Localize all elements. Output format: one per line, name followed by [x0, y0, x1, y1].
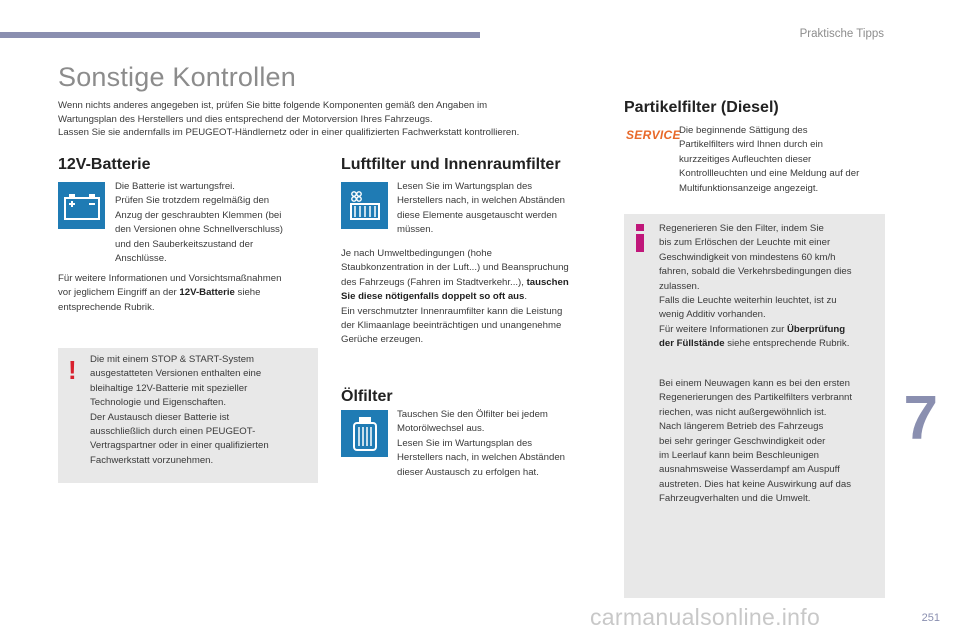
text-line: Motorölwechsel aus.: [397, 423, 485, 435]
text-fragment: siehe entsprechende Rubrik.: [724, 338, 850, 350]
battery-warning-text: [90, 353, 312, 468]
text-line: Geschwindigkeit von mindestens 60 km/h: [659, 251, 836, 263]
text-line: austreten. Dies hat keine Auswirkung auf das: [659, 478, 851, 490]
text-line: Anschlüsse.: [115, 253, 167, 265]
text-line: Kontrollleuchten und eine Meldung auf der: [679, 168, 860, 180]
battery-icon: [58, 182, 105, 229]
text-line: den Versionen ohne Schnellverschluss): [115, 224, 283, 236]
text-line: Anzug der geschraubten Klemmen (bei: [115, 209, 282, 221]
text-line: Regenerieren Sie den Filter, indem Sie: [659, 223, 824, 234]
air-filter-icon: [341, 182, 388, 229]
text-line: Nach längerem Betrieb des Fahrzeugs: [659, 421, 824, 433]
battery-heading: 12V-Batterie: [58, 156, 151, 173]
text-line: Multifunktionsanzeige angezeigt.: [679, 182, 819, 194]
particle-info-text: [659, 222, 884, 352]
intro-text: [58, 99, 618, 140]
bold-term: Überprüfung: [786, 323, 846, 335]
text-line: Falls die Leuchte weiterhin leuchtet, ist zu: [659, 295, 837, 307]
text-line: Die beginnende Sättigung des: [679, 125, 808, 136]
bold-term: tauschen: [526, 276, 569, 288]
text-line: fahren, sobald die Verkehrsbedingungen dies: [659, 266, 852, 278]
text-line: Vertragspartner oder in einer qualifizierten: [90, 440, 269, 452]
oil-filter-icon: [341, 410, 388, 457]
text-fragment: Für weitere Informationen zur: [659, 323, 787, 335]
text-fragment: des Fahrzeugs (Fahren im Stadtverkehr...),: [341, 276, 527, 288]
text-line: Je nach Umweltbedingungen (hohe: [341, 248, 492, 259]
oil-filter-text: [397, 408, 602, 480]
text-line: [659, 337, 884, 351]
text-line: im Leerlauf kann beim Beschleunigen: [659, 450, 819, 462]
text-line: bis zum Erlöschen der Leuchte mit einer: [659, 237, 831, 249]
particle-filter-text: [679, 124, 889, 196]
text-line: Lesen Sie im Wartungsplan des: [397, 181, 533, 192]
text-line: diese Elemente ausgetauscht werden: [397, 209, 557, 221]
bold-term: der Füllstände: [659, 338, 725, 350]
text-line: der Klimaanlage beeinträchtigen und unangenehme: [341, 320, 562, 332]
warning-icon: !: [68, 355, 77, 385]
text-fragment: vor jeglichem Eingriff an der: [58, 287, 180, 299]
text-line: ausgestatteten Versionen enthalten eine: [90, 368, 262, 380]
page-title: Sonstige Kontrollen: [58, 62, 296, 92]
text-fragment: siehe: [234, 287, 261, 299]
battery-more-text: [58, 272, 318, 315]
text-line: kurzzeitiges Aufleuchten dieser: [679, 153, 812, 165]
text-line: entsprechende Rubrik.: [58, 301, 155, 313]
text-line: ausnahmsweise Wasserdampf am Auspuff: [659, 464, 840, 476]
battery-text: [115, 180, 315, 266]
text-line: Fachwerkstatt vorzunehmen.: [90, 454, 214, 466]
chapter-number: 7: [903, 384, 938, 453]
text-line: Lesen Sie im Wartungsplan des: [397, 437, 533, 449]
header-rule: [0, 32, 480, 38]
text-line: und den Sauberkeitszustand der: [115, 238, 254, 250]
air-filter-detail-text: [341, 247, 603, 348]
text-line: [659, 323, 884, 337]
text-fragment: .: [524, 291, 528, 303]
text-line: Die Batterie ist wartungsfrei.: [115, 181, 235, 192]
text-line: Bei einem Neuwagen kann es bei den ersten: [659, 378, 850, 389]
particle-filter-heading: Partikelfilter (Diesel): [624, 99, 779, 116]
text-line: [341, 290, 603, 304]
text-line: [341, 276, 603, 290]
intro-line: Wartungsplan des Herstellers und dies entsprechend der Motorversion Ihres Fahrzeugs.: [58, 113, 433, 125]
text-line: ausschließlich durch einen PEUGEOT-: [90, 426, 256, 438]
text-line: Partikelfilters wird Ihnen durch ein: [679, 139, 823, 151]
info-icon: [633, 224, 647, 252]
text-line: bleihaltige 12V-Batterie mit spezieller: [90, 382, 248, 394]
air-filter-heading: Luftfilter und Innenraumfilter: [341, 156, 561, 173]
text-line: Fahrzeugverhalten und die Umwelt.: [659, 493, 811, 505]
text-line: müssen.: [397, 224, 434, 236]
text-line: Tauschen Sie den Ölfilter bei jedem: [397, 409, 548, 420]
text-line: Ein verschmutzter Innenraumfilter kann die Leistung: [341, 305, 563, 317]
text-line: Der Austausch dieser Batterie ist: [90, 411, 230, 423]
text-line: riechen, was nicht außergewöhnlich ist.: [659, 406, 827, 418]
text-line: Regenerierungen des Partikelfilters verbrannt: [659, 392, 853, 404]
text-line: zulassen.: [659, 280, 700, 292]
section-label: Praktische Tipps: [799, 28, 884, 40]
text-line: Technologie und Eigenschaften.: [90, 397, 227, 409]
intro-line: Wenn nichts anderes angegeben ist, prüfen Sie bitte folgende Komponenten gemäß den Angaben im: [58, 100, 488, 111]
service-warning-icon: SERVICE: [626, 128, 681, 142]
text-line: Gerüche erzeugen.: [341, 334, 424, 346]
watermark: carmanualsonline.info: [590, 604, 821, 630]
text-line: Prüfen Sie trotzdem regelmäßig den: [115, 195, 270, 207]
text-line: dieser Austausch zu erfolgen hat.: [397, 466, 539, 478]
text-line: Staubkonzentration in der Luft...) und Beanspruchung: [341, 262, 569, 274]
text-line: bei sehr geringer Geschwindigkeit oder: [659, 435, 826, 447]
oil-filter-heading: Ölfilter: [341, 388, 393, 405]
text-line: Für weitere Informationen und Vorsichtsmaßnahmen: [58, 273, 282, 284]
text-line: Herstellers nach, in welchen Abständen: [397, 452, 565, 464]
bold-term: 12V-Batterie: [179, 287, 235, 299]
text-line: Herstellers nach, in welchen Abständen: [397, 195, 565, 207]
text-line: [58, 286, 318, 300]
intro-line: Lassen Sie sie andernfalls im PEUGEOT-Händlernetz oder in einer qualifizierten Fachwerkstatt kontrollieren.: [58, 127, 520, 138]
page-number: 251: [921, 612, 940, 624]
air-filter-text: [397, 180, 597, 238]
particle-note-text: [659, 377, 884, 507]
text-line: Die mit einem STOP & START-System: [90, 354, 255, 365]
text-line: wenig Additiv vorhanden.: [659, 309, 766, 321]
bold-term: Sie diese nötigenfalls doppelt so oft aus: [341, 291, 525, 303]
